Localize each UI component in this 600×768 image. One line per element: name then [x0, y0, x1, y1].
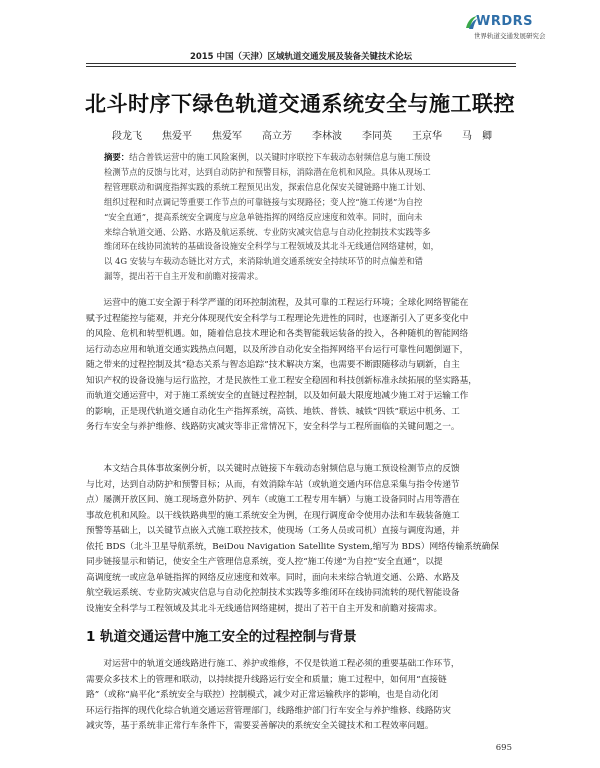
abstract-line: 组织过程和时点调记等重要工作节点的可靠链接与实现路径；变人控“施工传递”为自控 — [104, 196, 423, 207]
author: 李同英 — [362, 131, 392, 142]
abstract-line: 以 4G 安装与车载动态链比对方式，来消除轨道交通系统安全持续环节的时点偏差和错 — [104, 256, 423, 267]
header-rule — [86, 63, 516, 64]
abstract-line: 程管理联动和调度指挥实践的系统工程预见出发，探索信息化保安关键链路中施工计划、 — [104, 181, 431, 192]
intro-paragraph-2 — [86, 462, 516, 617]
body-line: 路”（或称“扁平化”系统安全与联控）控制模式，减少对正常运输秩序的影响，也是自动化闭 — [86, 690, 439, 700]
body-line: 环运行指挥的现代化综合轨道交通运营管理部门，线路维护部门行车安全与养护维修、线路防灾 — [86, 705, 451, 716]
body-line: 航空载运系统、专业防灾减灾信息与自动化控制技术实践等多维闭环在线协同流转的现代智能设备 — [86, 588, 460, 598]
abstract-line — [104, 150, 500, 165]
author-list — [112, 127, 492, 142]
conference-header: 2015 中国（天津）区域轨道交通发展及装备关键技术论坛 — [189, 52, 413, 62]
abstract-text: 结合普铁运营中的施工风险案例，以关键时序联控下车载动态射频信息与施工预设 — [129, 152, 431, 162]
body-line: 需要众多技术上的管理和联动，以持续提升线路运行安全和质量；施工过程中，如何用“直接链 — [86, 674, 447, 685]
body-line: 随之带来的过程控制及其“稳态关系与智态追踪”技术解决方案，也需要不断跟随移动与刷新，自主 — [86, 360, 460, 370]
paper-title: 北斗时序下绿色轨道交通系统安全与施工联控 — [85, 92, 515, 116]
body-line: 务行车安全与养护维修、线路防灾减灾等非正常情况下，安全科学与工程所面临的关键问题之一。 — [86, 422, 460, 432]
abstract-line: 维闭环在线协同流转的基础设备设施安全科学与工程领域及其北斗无线通信网络建树，如， — [104, 241, 439, 252]
body-line: 预警等基础上，以关键节点嵌入式施工联控技术，使现场（工务人员或司机）直接与调度沟通，并 — [86, 526, 460, 536]
body-line: 减灾等，基于系统非正常行车条件下，需要妥善解决的系统安全关键技术和工程效率问题。 — [86, 721, 434, 731]
body-line: 点）屡测开放区间、施工现场意外防护、列车（或施工工程专用车辆）与施工设备同时占用等潜在 — [86, 495, 460, 505]
section-1-heading: 1 轨道交通运营中施工安全的过程控制与背景 — [86, 629, 357, 645]
body-line: 而轨道交通运营中，对于施工系统安全的直链过程控制，以及如何最大限度地减少施工对于运输工作 — [86, 391, 469, 401]
abstract-label: 摘要： — [104, 152, 130, 162]
section-1-paragraph — [86, 657, 516, 735]
body-line: 的影响，正是现代轨道交通自动化生产指挥系统，高铁、地铁、普铁、城铁“四铁”联运中机务、工 — [86, 406, 460, 417]
body-line: 同步链接显示和销记，使安全生产管理信息系统，变人控“施工传递”为自控“安全直通”，以提 — [86, 557, 443, 567]
abstract — [104, 150, 500, 284]
body-line: 高调度统一或应急单链指挥的网络反应速度和效率。同时，面向未来综合轨道交通、公路、水路及 — [86, 572, 460, 583]
abstract-line: 来综合轨道交通、公路、水路及航运系统、专业防灾减灾信息与自动化控制技术实践等多 — [104, 226, 431, 237]
body-line: 知识产权的设备设施与运行监控，才是民族性工业工程安全稳固和科技创新标准永续拓展的坚实路基， — [86, 375, 477, 386]
author: 马 卿 — [462, 131, 492, 142]
author: 焦爱军 — [212, 131, 242, 142]
author: 李林波 — [312, 131, 342, 142]
wrdrs-logo — [464, 14, 554, 48]
intro-paragraph-1 — [86, 296, 516, 436]
logo-org-name: 世界轨道交通发展研究会 — [474, 32, 546, 40]
header-rule-thin — [86, 66, 516, 67]
body-line: 与比对，达到自动防护和预警目标；从而，有效消除车站（或轨道交通内环信息采集与指令传递节 — [86, 479, 460, 490]
body-line: 的风险、危机和转型机遇。如，随着信息技术理论和各类智能载运装备的投入，各种随机的智能网络 — [86, 329, 469, 339]
page-number: 695 — [495, 743, 512, 753]
author: 王京华 — [412, 131, 442, 142]
author: 段龙飞 — [112, 131, 142, 142]
body-line: 事故危机和风险。以干线铁路典型的施工系统安全为例，在现行调度命令使用办法和车载装备施工 — [86, 510, 460, 521]
logo-brand: WRDRS — [476, 14, 534, 29]
body-line: 本文结合具体事故案例分析，以关键时点链接下车载动态射频信息与施工预设检测节点的反馈 — [86, 464, 460, 474]
body-line: 赋予过程能控与能观，并充分体现现代安全科学与工程理论先进性的同时，也逐渐引入了更多变化中 — [86, 313, 469, 324]
abstract-line: “安全直通”，提高系统安全调度与应急单链指挥的网络反应速度和效率。同时，面向未 — [104, 211, 423, 222]
author: 焦爱平 — [162, 131, 192, 142]
body-line: 设施安全科学与工程领域及其北斗无线通信网络建树，提出了若干自主开发和前瞻对接需求。 — [86, 603, 443, 614]
body-line: 依托 BDS（北斗卫星导航系统，BeiDou Navigation Satellite System,缩写为 BDS）网络传输系统确保 — [86, 541, 499, 552]
body-line: 对运营中的轨道交通线路进行施工、养护或维修，不仅是铁道工程必须的重要基础工作环节， — [86, 659, 460, 669]
body-line: 运行动态应用和轨道交通实践热点问题，以及所涉自动化安全指挥网络平台运行可靠性问题倒逼下， — [86, 344, 469, 355]
abstract-line: 检测节点的反馈与比对，达到自动防护和预警目标，消除潜在危机和风险。具体从现场工 — [104, 166, 431, 177]
author: 高立芳 — [262, 131, 292, 142]
abstract-line: 漏等，提出若干自主开发和前瞻对接需求。 — [104, 271, 264, 282]
body-line: 运营中的施工安全源于科学严谨的闭环控制流程，及其可靠的工程运行环境；全球化网络智能在 — [86, 298, 469, 308]
